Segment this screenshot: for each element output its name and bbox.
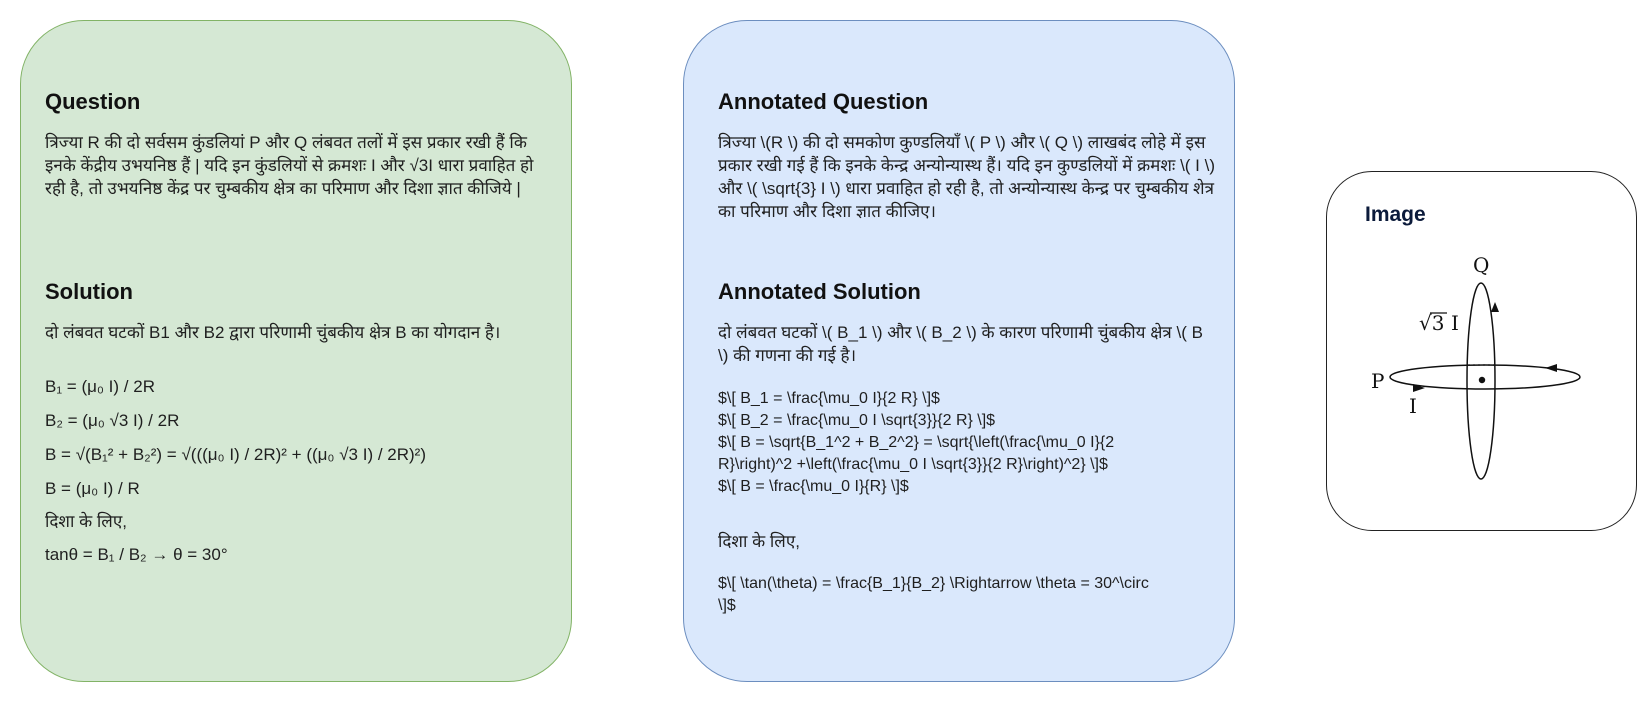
latex-line-theta-cont: \]$ <box>718 597 736 614</box>
common-center-dot <box>1479 377 1485 383</box>
arrow-q-icon <box>1491 302 1499 312</box>
label-sqrt3: √3 <box>1419 311 1445 335</box>
latex-line-b2: $\[ B_2 = \frac{\mu_0 I \sqrt{3}}{2 R} \]$ <box>718 412 996 429</box>
image-title: Image <box>1365 203 1426 226</box>
label-p: P <box>1371 369 1385 393</box>
annotated-solution-intro: दो लंबवत घटकों \( B_1 \) और \( B_2 \) के कारण परिणामी चुंबकीय क्षेत्र \( B \) की गणना की गई है। <box>718 323 1203 365</box>
image-panel <box>1326 171 1637 531</box>
annotated-latex-block <box>718 388 1114 498</box>
latex-line-b-final: $\[ B = \frac{\mu_0 I}{R} \]$ <box>718 478 909 495</box>
question-title: Question <box>45 89 141 114</box>
annotated-panel <box>683 20 1235 682</box>
label-q: Q <box>1473 253 1490 277</box>
latex-line-b-resultant: $\[ B = \sqrt{B_1^2 + B_2^2} = \sqrt{\left(\frac{\mu_0 I}{2 <box>718 434 1115 451</box>
annotated-question-text: त्रिज्या \(R \) की दो समकोण कुण्डलियाँ \( P \) और \( Q \) लाखबंद लोहे में इस प्रकार रखी गई हैं कि इनके केन्द्र अन्योन्यास्थ हैं। यदि इन कुण्डलियों में क्रमशः \( I \) और \( \sqrt{3} I \) धारा प्रवाहित हो रही है, तो अन्योन्यास्थ केन्द्र पर चुम्बकीय शेत्र का परिमाण और दिशा ज्ञात कीजिए। <box>718 133 1216 221</box>
solution-line-direction: दिशा के लिए, <box>45 512 127 531</box>
solution-line-b1: B₁ = (μ₀ I) / 2R <box>45 377 155 396</box>
label-i-top: I <box>1451 311 1459 335</box>
question-text: त्रिज्या R की दो सर्वसम कुंडलियां P और Q लंबवत तलों में इस प्रकार रखी हैं कि इनके केंद्रीय उभयनिष्ठ हैं | यदि इन कुंडलियों से क्रमशः I और √3I धारा प्रवाहित हो रही है, तो उभयनिष्ठ केंद्र पर चुम्बकीय क्षेत्र का परिमाण और दिशा ज्ञात कीजिये | <box>45 133 534 198</box>
annotated-solution-title: Annotated Solution <box>718 279 921 304</box>
solution-line-theta: tanθ = B₁ / B₂ → θ = 30° <box>45 545 228 564</box>
latex-line-b1: $\[ B_1 = \frac{\mu_0 I}{2 R} \]$ <box>718 390 940 407</box>
annotated-direction-text: दिशा के लिए, <box>718 532 800 551</box>
solution-intro: दो लंबवत घटकों B1 और B2 द्वारा परिणामी चुंबकीय क्षेत्र B का योगदान है। <box>45 323 501 342</box>
question-panel <box>20 20 572 682</box>
latex-line-b-resultant-cont: R}\right)^2 +\left(\frac{\mu_0 I \sqrt{3}}{2 R}\right)^2} \]$ <box>718 456 1108 473</box>
arrow-p-right-icon <box>1545 364 1557 372</box>
solution-line-b-resultant: B = √(B₁² + B₂²) = √(((μ₀ I) / 2R)² + ((μ₀ √3 I) / 2R)²) <box>45 445 426 464</box>
coils-diagram <box>1327 172 1638 532</box>
annotated-question-title: Annotated Question <box>718 89 929 114</box>
label-i-bottom: I <box>1409 394 1417 418</box>
solution-title: Solution <box>45 279 133 304</box>
solution-line-b-final: B = (μ₀ I) / R <box>45 479 140 498</box>
annotated-final-block <box>718 573 1149 617</box>
latex-line-theta: $\[ \tan(\theta) = \frac{B_1}{B_2} \Rightarrow \theta = 30^\circ <box>718 575 1149 592</box>
solution-line-b2: B₂ = (μ₀ √3 I) / 2R <box>45 411 180 430</box>
